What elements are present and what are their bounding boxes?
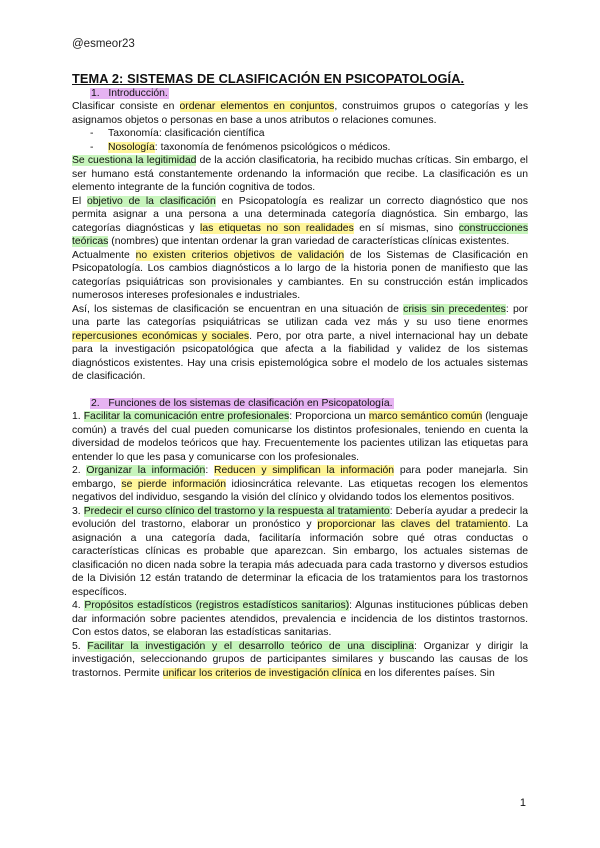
spacer [72,384,528,397]
function-item-4: 4. Propósitos estadísticos (registros estadísticos sanitarios): Algunas instituciones públicas deben dar información sobre pacientes atendidos, prevalencia e incidencia de los distintos trastornos. Con estos datos, se elaboran las estadísticas sanitarias. [72,600,528,638]
function-item-2: 2. Organizar la información: Reducen y simplifican la información para poder manejarla. Sin embargo, se pierde información idiosincrática relevante. Las etiquetas recogen los elementos negativos del individuo, sesgando la visión del clínico y olvidando todos los elementos positivos. [72,465,528,503]
paragraph-objetivo: El objetivo de la clasificación en Psicopatología es realizar un correcto diagnóstico que nos permita asignar a una persona a una determinada categoría diagnóstica. Sin embargo, las categorías diagnósticas y las etiquetas no son realidades en sí mismas, sino construcciones teóricas (nombres) que intentan ordenar la gran variedad de características clínicas existentes. [72,195,529,247]
section-heading-introduccion: 1. Introducción. [91,87,168,99]
function-item-3: 3. Predecir el curso clínico del trastorno y la respuesta al tratamiento: Debería ayudar a predecir la evolución del trastorno, elaborar un pronóstico y proporcionar las claves del tratamiento. La asignación a una categoría dada, facilitaría información sobre qué otras conductas o características clínicas es probable que aparezcan. Sin embargo, los actuales sistemas de clasificación no dicen nada sobre la terapia más adecuada para cada trastorno y diversos estudios de la División 12 están tratando de determinar la eficacia de los tratamientos para los trastornos específicos. [72,505,528,598]
paragraph-clasificar: Clasificar consiste en ordenar elementos en conjuntos, construimos grupos o categorías y les asignamos objetos o personas en base a unos atributos o relaciones comunes. [72,101,529,126]
page-content [72,72,528,680]
author-handle: @esmeor23 [72,38,135,50]
bullet-taxonomia: - Taxonomía: clasificación científica [90,128,265,139]
function-item-5: 5. Facilitar la investigación y el desarrollo teórico de una disciplina: Organizar y dirigir la investigación, seleccionando grupos de participantes similares y buscando las causas de los trastornos. Permite unificar los criterios de investigación clínica en los diferentes países. Sin [72,640,528,679]
paragraph-validacion: Actualmente no existen criterios objetivos de validación de los Sistemas de Clasificación en Psicopatología. Los cambios diagnósticos a lo largo de la historia ponen de manifiesto que las categorías psiquiátricas son provisionales y cambiantes. En su construcción están implicados numerosos intereses profesionales e industriales. [72,249,528,301]
page-number: 1 [519,797,526,809]
bullet-nosologia: - Nosología: taxonomía de fenómenos psicológicos o médicos. [90,141,391,153]
document-title: TEMA 2: SISTEMAS DE CLASIFICACIÓN EN PSICOPATOLOGÍA. [72,71,465,86]
paragraph-legitimidad: Se cuestiona la legitimidad de la acción clasificatoria, ha recibido muchas críticas. Sin embargo, el ser humano está constantemente ordenando la información que recibe. La clasificación es un elemento integrante de la función cognitiva de todos. [72,155,528,193]
section-heading-funciones: 2. Funciones de los sistemas de clasificación en Psicopatología. [91,397,393,409]
function-item-1: 1. Facilitar la comunicación entre profesionales: Proporciona un marco semántico común (lenguaje común) a través del cual pueden comunicarse los distintos profesionales, teniendo en cuenta la diversidad de modelos teóricos que hay. Frecuentemente los pacientes utilizan las etiquetas para entender lo que les pasa y comunicarse con los profesionales. [72,411,529,463]
paragraph-crisis: Así, los sistemas de clasificación se encuentran en una situación de crisis sin precedentes: por una parte las categorías psiquiátricas se utilizan cada vez más y su uso tiene enormes repercusiones económicas y sociales. Pero, por otra parte, a nivel internacional hay un debate para la investigación psicopatológica que afecta a la fiabilidad y validez de los sistemas diagnósticos existentes. Hay una crisis epistemológica sobre el modelo de los actuales sistemas de clasificación. [72,303,528,382]
